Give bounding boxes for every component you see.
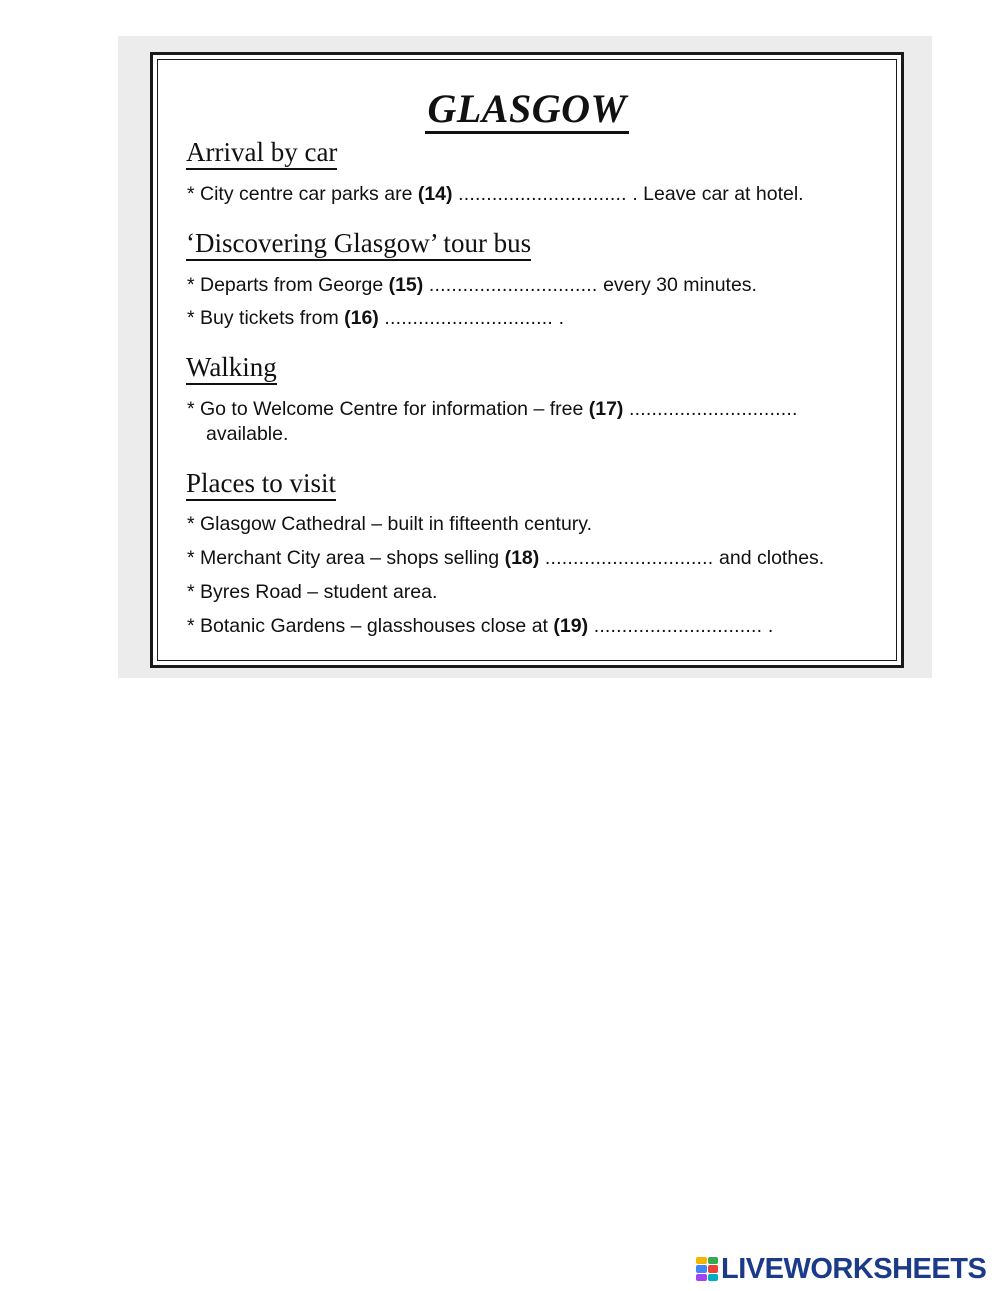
note-line: * Buy tickets from (16) .............................. . bbox=[187, 307, 565, 329]
answer-blank-16[interactable]: .............................. bbox=[378, 307, 559, 329]
page-title bbox=[153, 85, 901, 132]
info-box bbox=[150, 52, 904, 668]
note-line: * Botanic Gardens – glasshouses close at (19) .............................. . bbox=[187, 615, 774, 637]
note-line: * City centre car parks are (14) .............................. . Leave car at hotel. bbox=[187, 183, 804, 205]
answer-blank-19[interactable]: .............................. bbox=[588, 615, 768, 637]
section-heading-tour-bus: ‘Discovering Glasgow’ tour bus bbox=[186, 228, 531, 261]
answer-blank-15[interactable]: .............................. bbox=[423, 274, 604, 296]
note-line-continuation: available. bbox=[206, 423, 289, 445]
note-line: * Merchant City area – shops selling (18) .............................. and clothes. bbox=[187, 547, 825, 569]
note-line: * Glasgow Cathedral – built in fifteenth century. bbox=[187, 513, 593, 535]
section-heading-walking: Walking bbox=[186, 352, 277, 385]
note-line: * Go to Welcome Centre for information – free (17) .............................. bbox=[187, 398, 798, 420]
answer-blank-18[interactable]: .............................. bbox=[539, 547, 720, 569]
note-line: * Byres Road – student area. bbox=[187, 581, 438, 603]
title-text: GLASGOW bbox=[425, 86, 628, 134]
answer-blank-17[interactable]: .............................. bbox=[623, 398, 798, 420]
section-heading-arrival: Arrival by car bbox=[186, 137, 337, 170]
logo-text: LIVEWORKSHEETS bbox=[721, 1252, 987, 1285]
answer-blank-14[interactable]: .............................. bbox=[452, 183, 633, 205]
section-heading-places: Places to visit bbox=[186, 468, 336, 501]
logo-mark-icon bbox=[696, 1257, 718, 1281]
note-line: * Departs from George (15) .............................. every 30 minutes. bbox=[187, 274, 757, 296]
liveworksheets-logo[interactable] bbox=[696, 1254, 986, 1284]
